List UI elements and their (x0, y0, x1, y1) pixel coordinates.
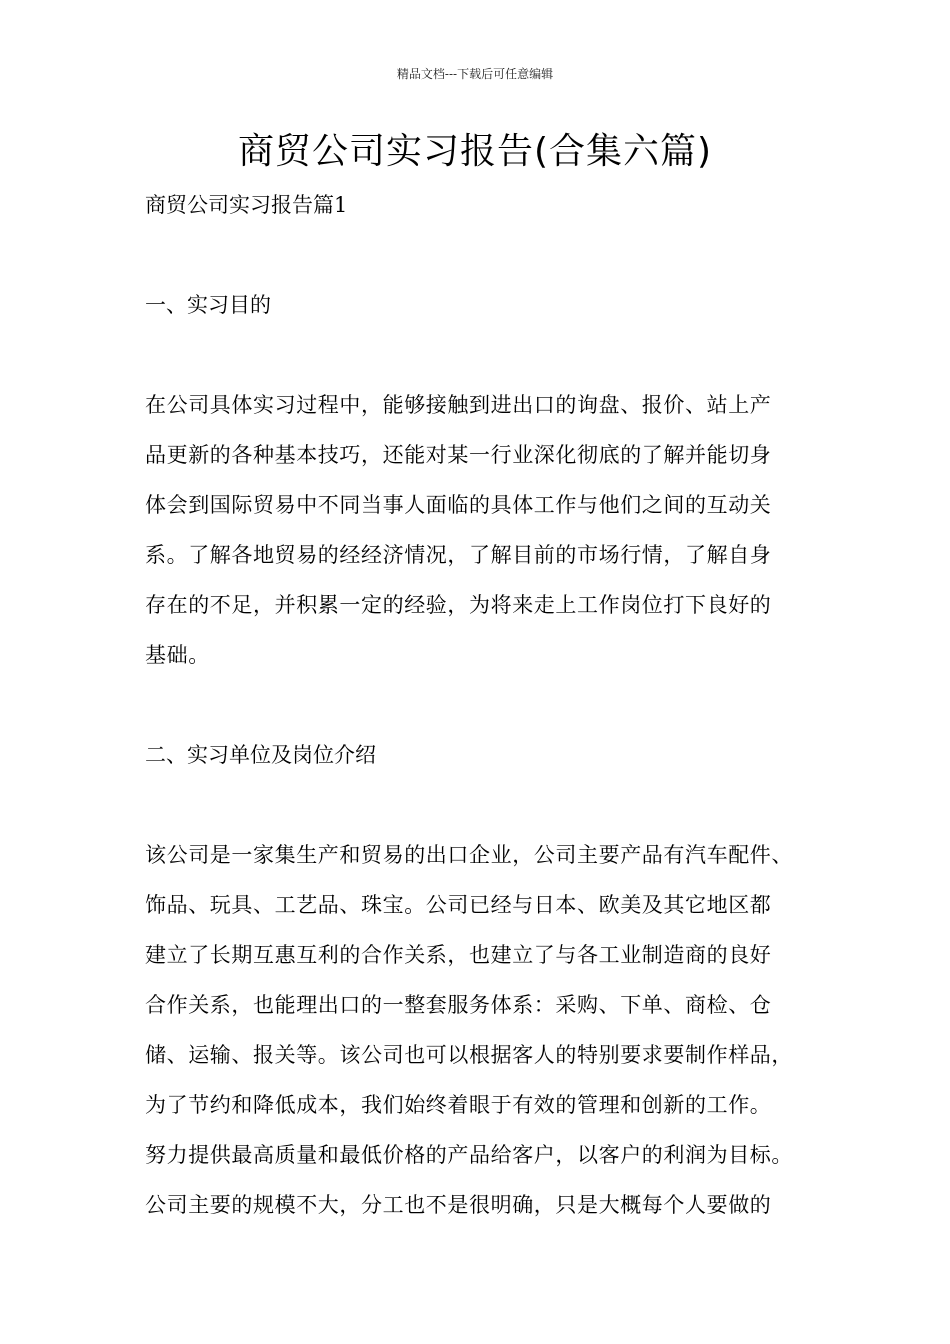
section-heading-purpose: 一、实习目的 (145, 293, 271, 317)
paragraph-unit (145, 830, 825, 1230)
text-line: 存在的不足，并积累一定的经验，为将来走上工作岗位打下良好的 (145, 593, 772, 617)
document-title: 商贸公司实习报告(合集六篇) (237, 131, 713, 172)
text-line: 在公司具体实习过程中，能够接触到进出口的询盘、报价、站上产 (145, 393, 772, 417)
text-line: 合作关系，也能理出口的一整套服务体系：采购、下单、商检、仓 (145, 993, 772, 1017)
text-line: 该公司是一家集生产和贸易的出口企业，公司主要产品有汽车配件、 (145, 843, 793, 867)
text-line: 基础。 (145, 643, 210, 667)
header-note: 精品文档---下载后可任意编辑 (396, 67, 554, 81)
text-line: 为了节约和降低成本，我们始终着眼于有效的管理和创新的工作。 (145, 1093, 772, 1117)
paragraph-purpose (145, 380, 825, 680)
document-subtitle: 商贸公司实习报告篇1 (145, 193, 348, 217)
text-line: 品更新的各种基本技巧，还能对某一行业深化彻底的了解并能切身 (145, 443, 772, 467)
text-line: 体会到国际贸易中不同当事人面临的具体工作与他们之间的互动关 (145, 493, 772, 517)
text-line: 建立了长期互惠互利的合作关系，也建立了与各工业制造商的良好 (145, 943, 772, 967)
text-line: 公司主要的规模不大，分工也不是很明确，只是大概每个人要做的 (145, 1193, 772, 1217)
document-body (145, 180, 825, 1230)
text-line: 系。了解各地贸易的经经济情况，了解目前的市场行情，了解自身 (145, 543, 772, 567)
text-line: 努力提供最高质量和最低价格的产品给客户，以客户的利润为目标。 (145, 1143, 793, 1167)
text-line: 储、运输、报关等。该公司也可以根据客人的特别要求要制作样品， (145, 1043, 793, 1067)
section-heading-unit: 二、实习单位及岗位介绍 (145, 743, 376, 767)
text-line: 饰品、玩具、工艺品、珠宝。公司已经与日本、欧美及其它地区都 (145, 893, 772, 917)
